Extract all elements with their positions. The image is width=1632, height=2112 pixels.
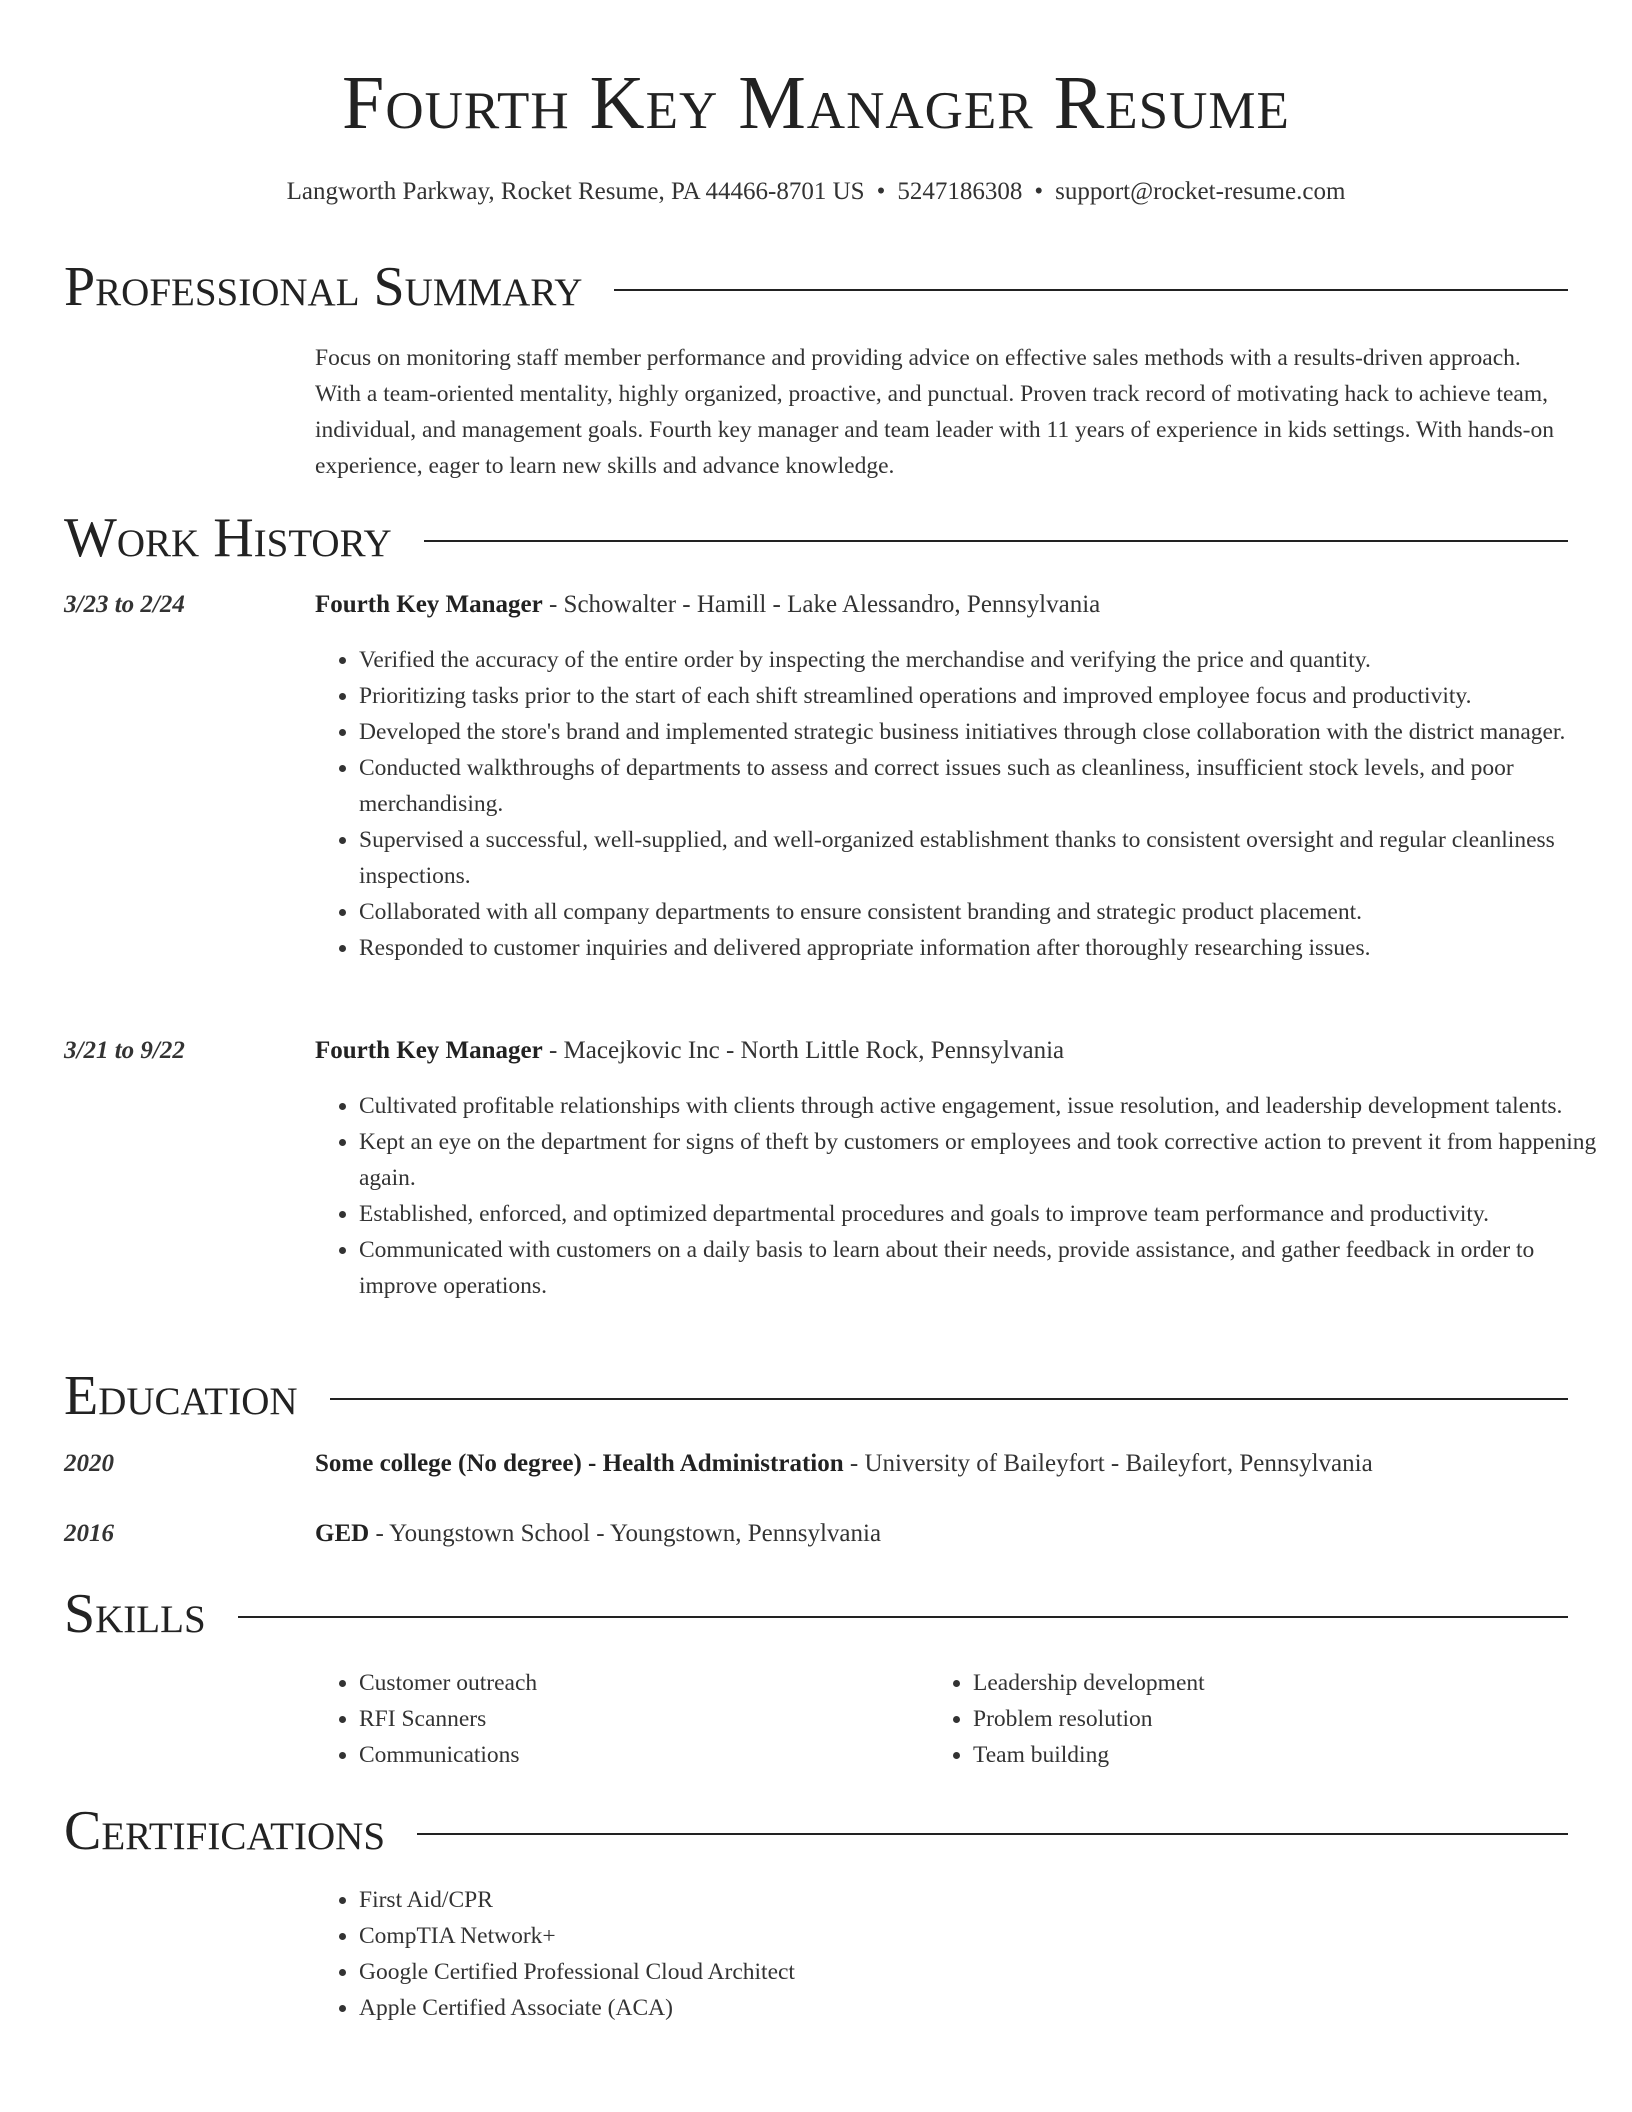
job-dates: 3/23 to 2/24	[64, 591, 185, 618]
job-employer-location: - Macejkovic Inc - North Little Rock, Pennsylvania	[542, 1037, 1065, 1064]
certification-item: • CompTIA Network+	[359, 1918, 1612, 1954]
job-bullet: • Supervised a successful, well-supplied, and well-organized establishment thanks to consistent oversight and regular cleanliness inspections.	[359, 822, 1612, 894]
section-title-certifications: Certifications	[64, 1800, 386, 1862]
section-header-certifications	[64, 1800, 1568, 1862]
contact-email[interactable]: support@rocket-resume.com	[1055, 178, 1346, 205]
contact-address: Langworth Parkway, Rocket Resume, PA 44466-8701 US	[286, 178, 865, 205]
section-divider	[424, 540, 1568, 542]
skill-item: • RFI Scanners	[359, 1701, 919, 1737]
education-school-location: - Youngstown School - Youngstown, Pennsylvania	[369, 1520, 882, 1547]
section-title-education: Education	[64, 1365, 298, 1427]
skill-item: • Leadership development	[973, 1665, 1533, 1701]
section-title-skills: Skills	[64, 1583, 206, 1645]
job-title: Fourth Key Manager	[315, 1037, 543, 1064]
education-heading	[315, 1517, 1568, 1551]
skills-list-left	[315, 1665, 919, 1773]
job-bullet: • Kept an eye on the department for signs of theft by customers or employees and took corrective action to prevent it from happening again.	[359, 1124, 1612, 1196]
job-bullet: • Developed the store's brand and implemented strategic business initiatives through close collaboration with the district manager.	[359, 714, 1612, 750]
job-bullet: • Conducted walkthroughs of departments to assess and correct issues such as cleanliness, insufficient stock levels, and poor merchandising.	[359, 750, 1612, 822]
section-header-education	[64, 1365, 1568, 1427]
job-bullet: • Cultivated profitable relationships with clients through active engagement, issue resolution, and leadership development talents.	[359, 1088, 1612, 1124]
section-title-work-history: Work History	[64, 507, 392, 569]
job-employer-location: - Schowalter - Hamill - Lake Alessandro, Pennsylvania	[542, 591, 1101, 618]
summary-text: Focus on monitoring staff member performance and providing advice on effective sales methods with a results-driven approach. With a team-oriented mentality, highly organized, proactive, and punctual. Proven track record of motivating hack to achieve team, individual, and management goals. Fourth key manager and team leader with 11 years of experience in kids settings. With hands-on experience, eager to learn new skills and advance knowledge.	[315, 345, 1554, 479]
education-degree: GED	[315, 1520, 370, 1547]
resume-title: Fourth Key Manager Resume	[342, 61, 1290, 145]
certification-item: • Apple Certified Associate (ACA)	[359, 1990, 1612, 2026]
job-bullets	[315, 1088, 1612, 1304]
job-heading	[315, 588, 1568, 622]
skills-list-right	[929, 1665, 1533, 1773]
section-header-work-history	[64, 507, 1568, 569]
job-bullets	[315, 642, 1612, 966]
job-bullet: • Communicated with customers on a daily basis to learn about their needs, provide assistance, and gather feedback in order to improve operations.	[359, 1232, 1612, 1304]
job-heading	[315, 1034, 1568, 1068]
section-divider	[330, 1398, 1568, 1400]
skill-item: • Team building	[973, 1737, 1533, 1773]
education-heading	[315, 1447, 1568, 1481]
job-bullet: • Prioritizing tasks prior to the start of each shift streamlined operations and improved employee focus and productivity.	[359, 678, 1612, 714]
job-bullet: • Verified the accuracy of the entire order by inspecting the merchandise and verifying the price and quantity.	[359, 642, 1612, 678]
skill-item: • Problem resolution	[973, 1701, 1533, 1737]
education-degree: Some college (No degree) - Health Administration	[315, 1450, 844, 1477]
skill-item: • Customer outreach	[359, 1665, 919, 1701]
job-bullet: • Established, enforced, and optimized departmental procedures and goals to improve team performance and productivity.	[359, 1196, 1612, 1232]
job-bullet: • Collaborated with all company departments to ensure consistent branding and strategic product placement.	[359, 894, 1612, 930]
job-dates: 3/21 to 9/22	[64, 1037, 185, 1064]
skill-item: • Communications	[359, 1737, 919, 1773]
section-divider	[614, 289, 1568, 291]
contact-line	[0, 175, 1632, 209]
section-title-summary: Professional Summary	[64, 256, 583, 318]
section-divider	[238, 1616, 1568, 1618]
education-year: 2016	[64, 1520, 114, 1547]
section-header-summary	[64, 256, 1568, 318]
section-header-skills	[64, 1583, 1568, 1645]
education-school-location: - University of Baileyfort - Baileyfort, Pennsylvania	[843, 1450, 1373, 1477]
contact-separator: •	[876, 178, 886, 205]
section-divider	[417, 1833, 1568, 1835]
education-year: 2020	[64, 1450, 114, 1477]
job-bullet: • Responded to customer inquiries and delivered appropriate information after thoroughly researching issues.	[359, 930, 1612, 966]
certifications-list	[315, 1882, 1612, 2026]
job-title: Fourth Key Manager	[315, 591, 543, 618]
certification-item: • First Aid/CPR	[359, 1882, 1612, 1918]
certification-item: • Google Certified Professional Cloud Architect	[359, 1954, 1612, 1990]
contact-phone[interactable]: 5247186308	[897, 178, 1023, 205]
contact-separator: •	[1034, 178, 1044, 205]
